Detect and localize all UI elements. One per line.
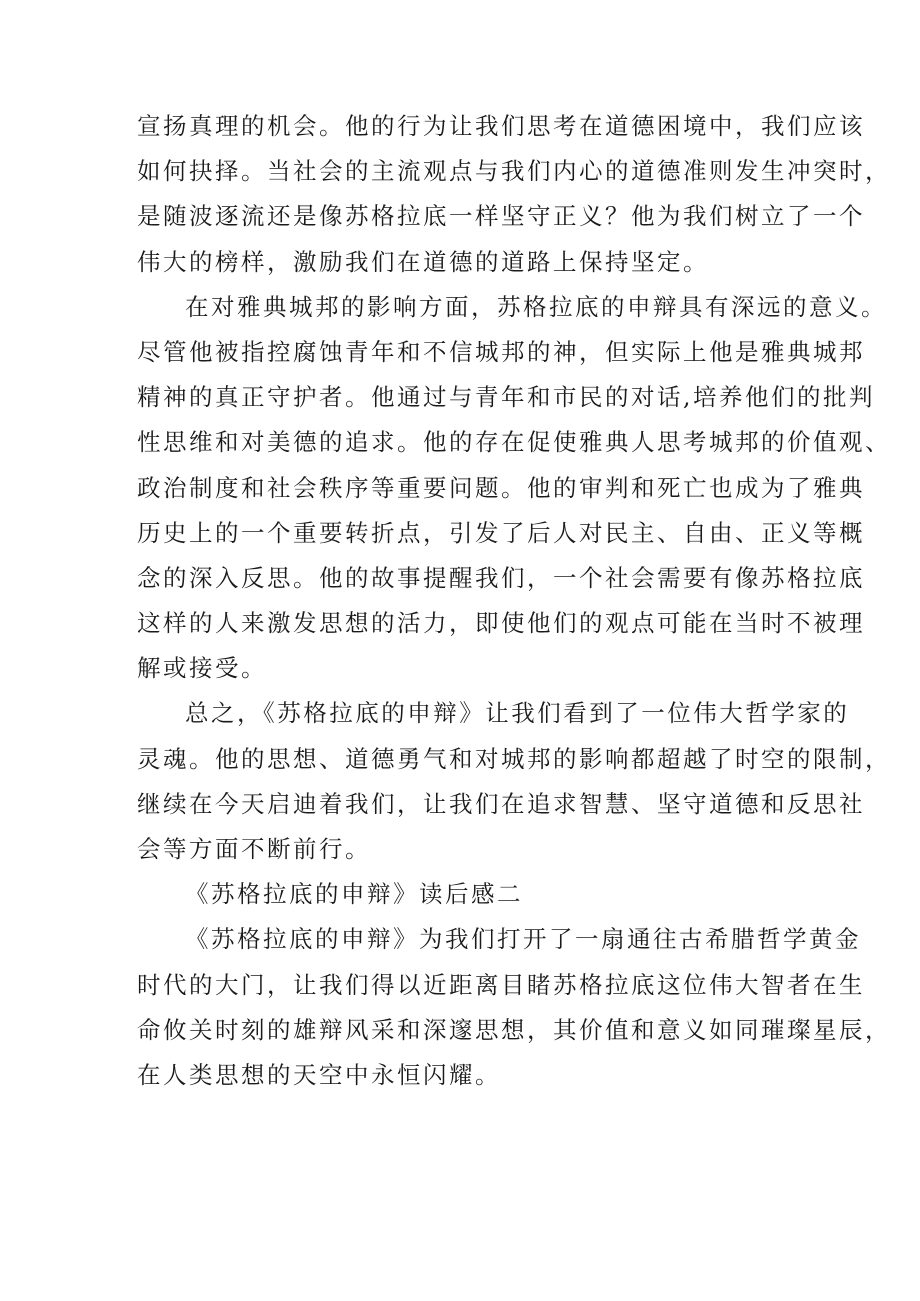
- text-line: 解或接受。: [137, 654, 267, 683]
- text-line: 会等方面不断前行。: [137, 835, 371, 863]
- text-line: 如何抉择。当社会的主流观点与我们内心的道德准则发生冲突时，: [137, 157, 891, 186]
- paragraph-4: [137, 917, 891, 1098]
- text-line: 命攸关时刻的雄辩风采和深邃思想，其价值和意义如同璀璨星辰，: [137, 1015, 891, 1044]
- text-line: 历史上的一个重要转折点，引发了后人对民主、自由、正义等概: [137, 518, 865, 547]
- paragraph-2: [137, 285, 891, 692]
- text-line: 宣扬真理的机会。他的行为让我们思考在道德困境中，我们应该: [137, 112, 865, 140]
- text-line: 《苏格拉底的申辩》为我们打开了一扇通往古希腊哲学黄金: [185, 925, 861, 954]
- document-body: [137, 104, 891, 1098]
- section-title: 《苏格拉底的申辩》读后感二: [185, 880, 523, 909]
- text-line: 总之，《苏格拉底的申辩》让我们看到了一位伟大哲学家的: [185, 699, 850, 728]
- text-line: 在人类思想的天空中永恒闪耀。: [137, 1060, 501, 1089]
- text-line: 灵魂。他的思想、道德勇气和对城邦的影响都超越了时空的限制，: [137, 744, 891, 773]
- section-heading: [137, 872, 797, 917]
- text-line: 政治制度和社会秩序等重要问题。他的审判和死亡也成为了雅典: [137, 473, 865, 502]
- text-line: 尽管他被指控腐蚀青年和不信城邦的神，但实际上他是雅典城邦: [137, 337, 865, 366]
- text-line: 是随波逐流还是像苏格拉底一样坚守正义？他为我们树立了一个: [137, 202, 865, 231]
- paragraph-1-continued: [137, 104, 891, 285]
- text-line: 念的深入反思。他的故事提醒我们，一个社会需要有像苏格拉底: [137, 563, 865, 592]
- text-line: 在对雅典城邦的影响方面，苏格拉底的申辩具有深远的意义。: [185, 292, 887, 321]
- text-line: 继续在今天启迪着我们，让我们在追求智慧、坚守道德和反思社: [137, 789, 865, 818]
- text-line: 精神的真正守护者。他通过与青年和市民的对话,培养他们的批判: [137, 383, 875, 412]
- text-line: 伟大的榜样，激励我们在道德的道路上保持坚定。: [137, 247, 709, 276]
- paragraph-3: [137, 691, 891, 872]
- text-line: 这样的人来激发思想的活力，即使他们的观点可能在当时不被理: [137, 609, 865, 638]
- text-line: 时代的大门，让我们得以近距离目睹苏格拉底这位伟大智者在生: [137, 970, 865, 999]
- text-line: 性思维和对美德的追求。他的存在促使雅典人思考城邦的价值观、: [137, 428, 891, 457]
